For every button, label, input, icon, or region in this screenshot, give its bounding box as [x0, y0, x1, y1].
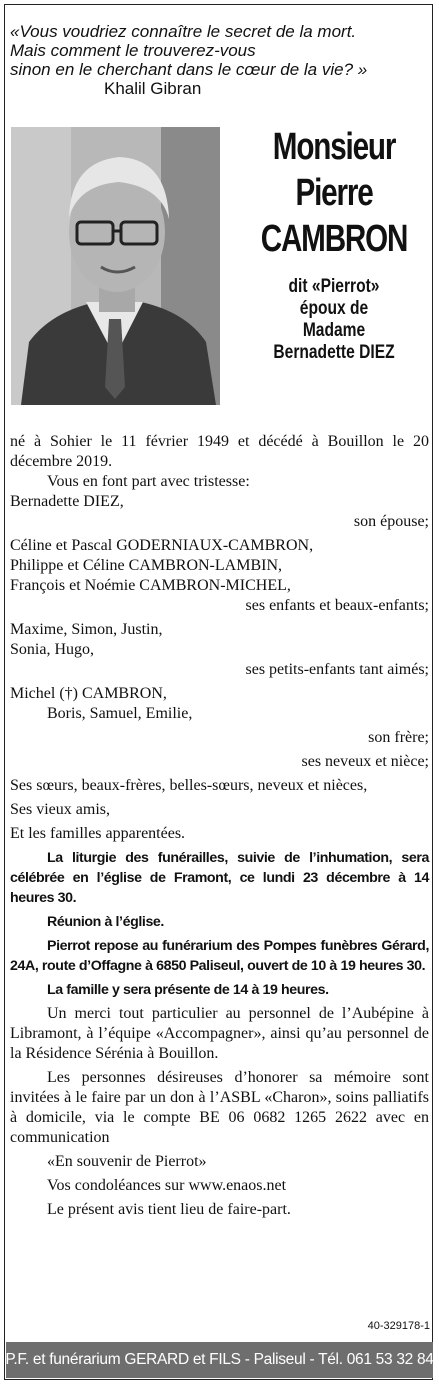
spouse-line: époux de	[299, 298, 369, 319]
grandchild-entry: Maxime, Simon, Justin,	[10, 621, 163, 638]
grandchild-entry: Sonia, Hugo,	[10, 641, 94, 658]
birth-death: né à Sohier le 11 février 1949 et décédé à Bouillon le 20 décembre 2019.	[10, 433, 429, 470]
funeral-rest: Pierrot repose au funérarium des Pompes funèbres Gérard, 24A, route d’Offagne à 6850 Paliseul, ouvert de 10 à 19 heures 30.	[10, 938, 429, 974]
child-entry: François et Noémie CAMBRON-MICHEL,	[10, 577, 291, 594]
deceased-last-name: CAMBRON	[260, 218, 408, 260]
donation-reference: «En souvenir de Pierrot»	[47, 1153, 207, 1170]
spouse-line: Madame	[302, 320, 366, 341]
reference-code: 40-329178-1	[367, 1320, 430, 1332]
spouse-entry: Bernadette DIEZ,	[10, 493, 124, 510]
funeral-home-footer	[6, 1342, 433, 1378]
deceased-title: Monsieur	[272, 126, 396, 168]
spouse-name: Bernadette DIEZ	[273, 342, 395, 363]
condolences-line: Vos condoléances sur www.enaos.net	[47, 1177, 287, 1194]
funeral-family: La famille y sera présente de 14 à 19 heures.	[47, 982, 329, 998]
portrait-illustration	[11, 127, 220, 405]
brother-entry: Michel (†) CAMBRON,	[10, 685, 167, 702]
announce-line: Vous en font part avec tristesse:	[47, 473, 250, 490]
others-entry: Ses vieux amis,	[10, 801, 110, 818]
relation-label: son frère;	[368, 729, 429, 746]
notice-line: Le présent avis tient lieu de faire-part.	[47, 1201, 291, 1218]
funeral-meeting: Réunion à l’église.	[47, 914, 164, 930]
relation-label: ses enfants et beaux-enfants;	[245, 597, 429, 614]
quote-line: «Vous voudriez connaître le secret de la mort.	[10, 22, 357, 41]
child-entry: Philippe et Céline CAMBRON-LAMBIN,	[10, 557, 282, 574]
nephews-entry: Boris, Samuel, Emilie,	[47, 705, 193, 722]
funeral-liturgy: La liturgie des funérailles, suivie de l’inhumation, sera célébrée en l’église de Framont, ce lundi 23 décembre à 14 heures 30.	[10, 850, 429, 906]
relation-label: son épouse;	[353, 513, 429, 530]
relation-label: ses neveux et nièce;	[301, 753, 429, 770]
relation-label: ses petits-enfants tant aimés;	[245, 661, 429, 678]
portrait-photo	[11, 127, 220, 405]
others-entry: Ses sœurs, beaux-frères, belles-sœurs, neveux et nièces,	[10, 777, 368, 794]
deceased-alias: dit «Pierrot»	[288, 276, 380, 297]
thanks-paragraph: Un merci tout particulier au personnel de l’Aubépine à Libramont, à l’équipe «Accompagner», ainsi qu’au personnel de la Résidence Sérénia à Bouillon.	[10, 1005, 429, 1062]
notice-body	[10, 432, 429, 1220]
others-entry: Et les familles apparentées.	[10, 825, 186, 842]
donation-paragraph: Les personnes désireuses d’honorer sa mémoire sont invitées à le faire par un don à l’ASBL «Charon», soins palliatifs à domicile, via le compte BE 06 0682 1265 2622 avec en communication	[10, 1069, 429, 1146]
deceased-name-block	[235, 124, 433, 364]
child-entry: Céline et Pascal GODERNIAUX-CAMBRON,	[10, 537, 314, 554]
quote-author: Khalil Gibran	[104, 79, 202, 98]
footer-text: P.F. et funérarium GERARD et FILS - Paliseul - Tél. 061 53 32 84	[5, 1351, 434, 1368]
quote-line: Mais comment le trouverez-vous	[10, 41, 256, 60]
quote-line: sinon en le cherchant dans le cœur de la vie? »	[10, 60, 368, 79]
epigraph-quote	[10, 22, 430, 98]
deceased-first-name: Pierre	[295, 172, 373, 214]
